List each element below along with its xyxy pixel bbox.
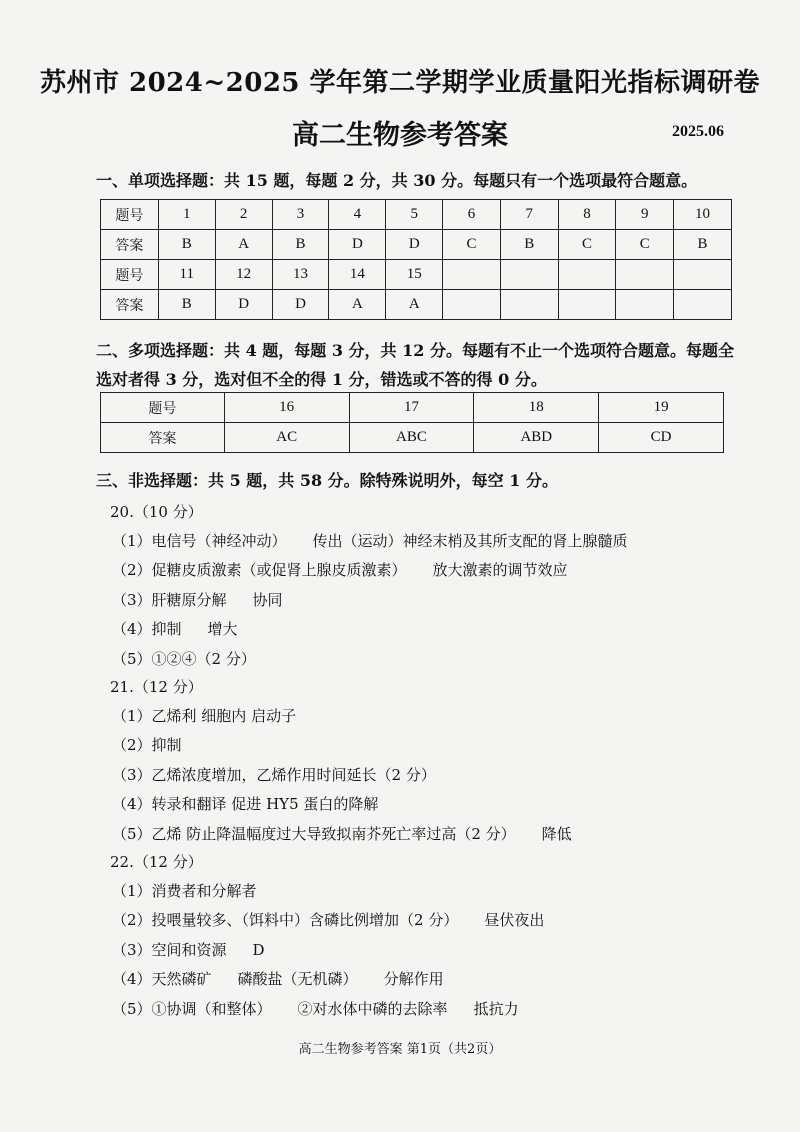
answer-cell: B: [500, 230, 558, 260]
answer-cell: D: [329, 230, 386, 260]
answer-text: （1）消费者和分解者: [112, 882, 257, 900]
question-number-cell: 8: [558, 200, 616, 230]
answer-text: D: [252, 940, 265, 959]
answer-cell: A: [329, 290, 386, 320]
answer-text: 放大激素的调节效应: [432, 561, 568, 580]
section3-heading: 三、非选择题：共 5 题，共 58 分。除特殊说明外，每空 1 分。: [96, 471, 558, 490]
question-number-cell: 19: [599, 393, 724, 423]
answer-line: [112, 998, 519, 1020]
answer-line: [112, 823, 572, 845]
row-label-question: 题号: [101, 200, 159, 230]
question-number-cell: 14: [329, 260, 386, 290]
answer-line: [112, 648, 256, 670]
row-label-answer: 答案: [101, 230, 159, 260]
answer-line: [112, 968, 444, 990]
table-row: [101, 290, 732, 320]
answer-line: [112, 793, 378, 815]
table-row: [101, 200, 732, 230]
question-number-cell: 2: [215, 200, 272, 230]
question-number-cell: 1: [158, 200, 215, 230]
answer-text: （2）促糖皮质激素（或促肾上腺皮质激素）: [112, 561, 407, 580]
answer-cell: AC: [224, 423, 349, 453]
question-number-cell: 4: [329, 200, 386, 230]
question-number-cell: 3: [272, 200, 329, 230]
exam-title: 苏州市 2024~2025 学年第二学期学业质量阳光指标调研卷: [39, 68, 761, 98]
question-number-cell: [558, 260, 616, 290]
answer-cell: D: [386, 230, 443, 260]
exam-date: 2025.06: [672, 123, 724, 140]
answer-cell: ABC: [349, 423, 474, 453]
question-number-cell: 15: [386, 260, 443, 290]
row-label: 答案: [101, 423, 225, 453]
answer-cell: C: [558, 230, 616, 260]
row-label: 题号: [101, 393, 225, 423]
answer-cell: B: [272, 230, 329, 260]
table-row: [101, 423, 724, 453]
answer-line: [112, 530, 628, 552]
question-number-cell: 10: [674, 200, 732, 230]
answer-cell: A: [386, 290, 443, 320]
single-choice-table: [100, 199, 732, 320]
answer-cell: D: [215, 290, 272, 320]
question-number-cell: 7: [500, 200, 558, 230]
answer-cell: C: [443, 230, 501, 260]
question-title: 21.（12 分）: [110, 678, 203, 696]
answer-cell: [674, 290, 732, 320]
answer-cell: [500, 290, 558, 320]
table-row: [101, 393, 724, 423]
answer-text: （2）抑制: [112, 736, 182, 755]
page-footer: 高二生物参考答案 第1页（共2页）: [298, 1042, 502, 1057]
question-number-cell: 9: [616, 200, 674, 230]
question-number-cell: 6: [443, 200, 501, 230]
answer-key-title: 高二生物参考答案: [292, 120, 508, 151]
section2-heading: 二、多项选择题：共 4 题，每题 3 分，共 12 分。每题有不止一个选项符合题意。每题全选对者得 3 分，选对但不全的得 1 分，错选或不答的得 0 分。: [96, 341, 734, 389]
answer-text: 昼伏夜出: [484, 911, 545, 930]
answer-cell: B: [158, 230, 215, 260]
answer-line: [112, 589, 283, 611]
table-row: [101, 260, 732, 290]
question-number-cell: [500, 260, 558, 290]
question-number-cell: 13: [272, 260, 329, 290]
answer-text: 磷酸盐（无机磷）: [237, 970, 358, 989]
answer-text: 增大: [207, 620, 238, 639]
multi-choice-table: [100, 392, 724, 453]
question-number-cell: [674, 260, 732, 290]
question-title: 22.（12 分）: [110, 853, 203, 871]
table-row: [101, 230, 732, 260]
question-number-cell: [616, 260, 674, 290]
answer-text: （4）天然磷矿: [112, 970, 212, 989]
answer-text: （2）投喂量较多、（饵料中）含磷比例增加（2 分）: [112, 911, 459, 930]
answer-cell: [558, 290, 616, 320]
answer-text: （5）乙烯 防止降温幅度过大导致拟南芥死亡率过高（2 分）: [112, 824, 516, 843]
answer-text: 分解作用: [383, 970, 444, 989]
answer-line: [112, 764, 436, 786]
section1-heading: 一、单项选择题：共 15 题，每题 2 分，共 30 分。每题只有一个选项最符合题意。: [96, 171, 698, 190]
answer-cell: A: [215, 230, 272, 260]
answer-text: 传出（运动）神经末梢及其所支配的肾上腺髓质: [312, 532, 628, 550]
question-number-cell: 11: [158, 260, 215, 290]
answer-cell: CD: [599, 423, 724, 453]
answer-cell: [443, 290, 501, 320]
answer-line: [112, 618, 238, 640]
answer-text: （3）空间和资源: [112, 940, 227, 959]
answer-line: [112, 559, 568, 581]
answer-line: [112, 939, 265, 961]
question-number-cell: [443, 260, 501, 290]
answer-cell: B: [674, 230, 732, 260]
question-number-cell: 5: [386, 200, 443, 230]
answer-text: （1）电信号（神经冲动）: [112, 532, 287, 550]
answer-text: （1）乙烯利 细胞内 启动子: [112, 707, 297, 725]
row-label-question: 题号: [101, 260, 159, 290]
answer-text: 抵抗力: [473, 999, 519, 1018]
question-number-cell: 18: [474, 393, 599, 423]
answer-line: [112, 705, 296, 727]
question-number-cell: 12: [215, 260, 272, 290]
answer-line: [112, 880, 257, 902]
answer-text: （4）转录和翻译 促进 HY5 蛋白的降解: [112, 795, 379, 814]
answer-cell: ABD: [474, 423, 599, 453]
answer-text: （5）①②④（2 分）: [112, 649, 256, 668]
answer-text: （3）肝糖原分解: [112, 590, 227, 609]
question-number-cell: 16: [224, 393, 349, 423]
answer-cell: C: [616, 230, 674, 260]
answer-text: （3）乙烯浓度增加，乙烯作用时间延长（2 分）: [112, 765, 436, 784]
answer-cell: D: [272, 290, 329, 320]
answer-line: [112, 909, 544, 931]
answer-text: 降低: [541, 824, 572, 843]
answer-text: （5）①协调（和整体）: [112, 999, 272, 1018]
answer-text: ②对水体中磷的去除率: [297, 999, 448, 1018]
answer-text: （4）抑制: [112, 620, 182, 639]
answer-cell: [616, 290, 674, 320]
question-number-cell: 17: [349, 393, 474, 423]
answer-text: 协同: [252, 590, 283, 609]
answer-line: [112, 734, 182, 756]
answer-cell: B: [158, 290, 215, 320]
row-label-answer: 答案: [101, 290, 159, 320]
question-title: 20.（10 分）: [110, 503, 203, 521]
